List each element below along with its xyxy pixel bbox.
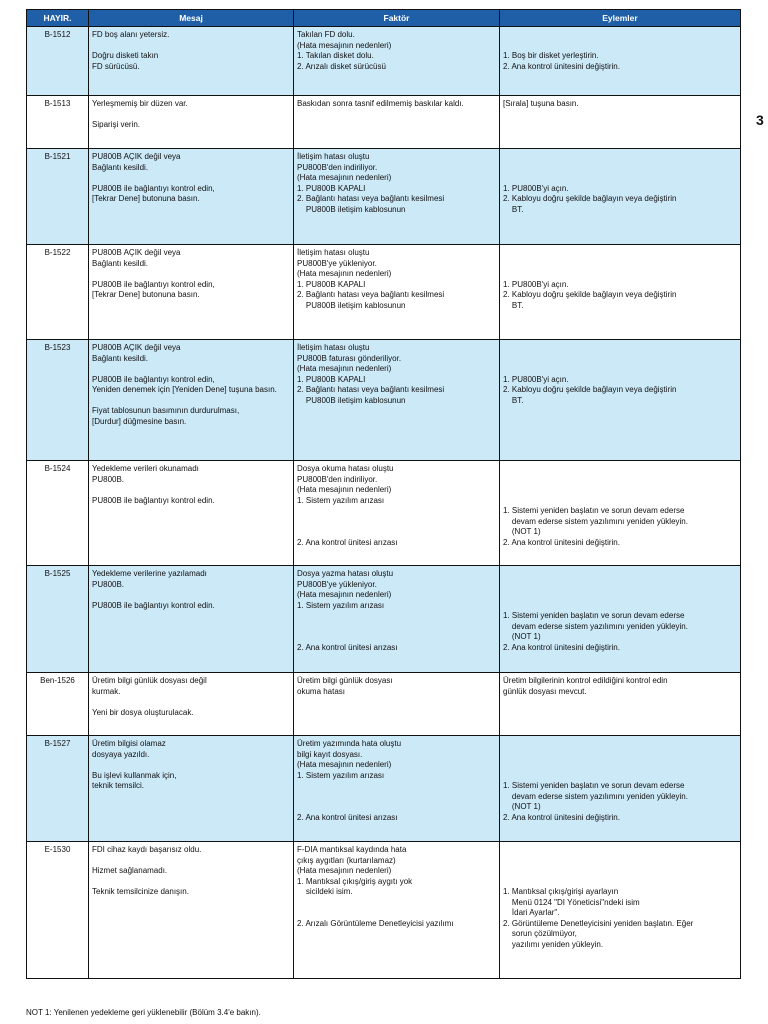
table-row: [27, 340, 741, 461]
cell-factor: Takılan FD dolu. (Hata mesajının nedenleri) 1. Takılan disket dolu. 2. Arızalı disket sürücüsü: [294, 27, 500, 96]
cell-no: B-1524: [27, 461, 89, 566]
cell-factor: İletişim hatası oluştu PU800B'den indiriliyor. (Hata mesajının nedenleri) 1. PU800B KAPALI 2. Bağlantı hatası veya bağlantı kesilmesi PU800B iletişim kablosunun: [294, 149, 500, 245]
cell-actions: 1. PU800B'yi açın. 2. Kabloyu doğru şekilde bağlayın veya değiştirin BT.: [500, 149, 741, 245]
cell-factor: Dosya okuma hatası oluştu PU800B'den indiriliyor. (Hata mesajının nedenleri) 1. Sistem yazılım arızası 2. Ana kontrol ünitesi arızası: [294, 461, 500, 566]
cell-actions: 1. Sistemi yeniden başlatın ve sorun devam ederse devam ederse sistem yazılımını yeniden yükleyin. (NOT 1) 2. Ana kontrol ünitesini değiştirin.: [500, 566, 741, 673]
cell-no: B-1523: [27, 340, 89, 461]
cell-factor: İletişim hatası oluştu PU800B faturası gönderiliyor. (Hata mesajının nedenleri) 1. PU800B KAPALI 2. Bağlantı hatası veya bağlantı kesilmesi PU800B iletişim kablosunun: [294, 340, 500, 461]
cell-actions: 1. PU800B'yi açın. 2. Kabloyu doğru şekilde bağlayın veya değiştirin BT.: [500, 245, 741, 340]
cell-message: Yerleşmemiş bir düzen var. Siparişi verin.: [89, 96, 294, 149]
cell-message: PU800B AÇIK değil veya Bağlantı kesildi. PU800B ile bağlantıyı kontrol edin, [Tekrar Dene] butonuna basın.: [89, 245, 294, 340]
chapter-tab: 3: [756, 112, 764, 128]
cell-actions: Üretim bilgilerinin kontrol edildiğini kontrol edin günlük dosyası mevcut.: [500, 673, 741, 736]
cell-message: Yedekleme verilerine yazılamadı PU800B. PU800B ile bağlantıyı kontrol edin.: [89, 566, 294, 673]
cell-no: B-1527: [27, 736, 89, 842]
table-row: [27, 736, 741, 842]
cell-factor: Üretim yazımında hata oluştu bilgi kayıt dosyası. (Hata mesajının nedenleri) 1. Sistem yazılım arızası 2. Ana kontrol ünitesi arızası: [294, 736, 500, 842]
cell-no: B-1521: [27, 149, 89, 245]
cell-message: FDI cihaz kaydı başarısız oldu. Hizmet sağlanamadı. Teknik temsilcinize danışın.: [89, 842, 294, 979]
cell-actions: 1. Sistemi yeniden başlatın ve sorun devam ederse devam ederse sistem yazılımını yeniden yükleyin. (NOT 1) 2. Ana kontrol ünitesini değiştirin.: [500, 736, 741, 842]
table-row: [27, 149, 741, 245]
footnote: NOT 1: Yenilenen yedekleme geri yüklenebilir (Bölüm 3.4'e bakın).: [26, 1008, 261, 1017]
cell-actions: 1. Sistemi yeniden başlatın ve sorun devam ederse devam ederse sistem yazılımını yeniden yükleyin. (NOT 1) 2. Ana kontrol ünitesini değiştirin.: [500, 461, 741, 566]
table-row: [27, 673, 741, 736]
cell-no: Ben-1526: [27, 673, 89, 736]
table-row: [27, 461, 741, 566]
cell-actions: 1. PU800B'yi açın. 2. Kabloyu doğru şekilde bağlayın veya değiştirin BT.: [500, 340, 741, 461]
cell-factor: Baskıdan sonra tasnif edilmemiş baskılar kaldı.: [294, 96, 500, 149]
table-row: [27, 245, 741, 340]
cell-no: B-1512: [27, 27, 89, 96]
cell-actions: 1. Mantıksal çıkış/girişi ayarlayın Menü 0124 "DI Yöneticisi"ndeki isim İdari Ayarlar". 2. Görüntüleme Denetleyicisini yeniden başlatın. Eğer sorun çözülmüyor, yazılımı yeniden yükleyin.: [500, 842, 741, 979]
column-header-factor: Faktör: [294, 10, 500, 27]
cell-actions: [Sırala] tuşuna basın.: [500, 96, 741, 149]
cell-actions: 1. Boş bir disket yerleştirin. 2. Ana kontrol ünitesini değiştirin.: [500, 27, 741, 96]
cell-message: Üretim bilgi günlük dosyası değil kurmak. Yeni bir dosya oluşturulacak.: [89, 673, 294, 736]
cell-message: Üretim bilgisi olamaz dosyaya yazıldı. Bu işlevi kullanmak için, teknik temsilci.: [89, 736, 294, 842]
column-header-no: HAYIR.: [27, 10, 89, 27]
cell-factor: Dosya yazma hatası oluştu PU800B'ye yükleniyor. (Hata mesajının nedenleri) 1. Sistem yazılım arızası 2. Ana kontrol ünitesi arızası: [294, 566, 500, 673]
cell-no: B-1522: [27, 245, 89, 340]
cell-message: Yedekleme verileri okunamadı PU800B. PU800B ile bağlantıyı kontrol edin.: [89, 461, 294, 566]
error-code-table: [26, 9, 740, 979]
table-header-row: [27, 10, 741, 27]
cell-no: B-1525: [27, 566, 89, 673]
table-row: [27, 566, 741, 673]
cell-factor: F-DIA mantıksal kaydında hata çıkış aygıtları (kurtarılamaz) (Hata mesajının nedenleri) 1. Mantıksal çıkış/giriş aygıtı yok sicildeki isim. 2. Arızalı Görüntüleme Denetleyicisi yazılımı: [294, 842, 500, 979]
cell-factor: Üretim bilgi günlük dosyası okuma hatası: [294, 673, 500, 736]
table-row: [27, 96, 741, 149]
table-row: [27, 842, 741, 979]
column-header-actions: Eylemler: [500, 10, 741, 27]
cell-message: PU800B AÇIK değil veya Bağlantı kesildi. PU800B ile bağlantıyı kontrol edin, Yeniden denemek için [Yeniden Dene] tuşuna basın. Fiyat tablosunun basımının durdurulması, [Durdur] düğmesine basın.: [89, 340, 294, 461]
table-row: [27, 27, 741, 96]
cell-factor: İletişim hatası oluştu PU800B'ye yükleniyor. (Hata mesajının nedenleri) 1. PU800B KAPALI 2. Bağlantı hatası veya bağlantı kesilmesi PU800B iletişim kablosunun: [294, 245, 500, 340]
cell-message: PU800B AÇIK değil veya Bağlantı kesildi. PU800B ile bağlantıyı kontrol edin, [Tekrar Dene] butonuna basın.: [89, 149, 294, 245]
cell-no: E-1530: [27, 842, 89, 979]
column-header-message: Mesaj: [89, 10, 294, 27]
cell-no: B-1513: [27, 96, 89, 149]
cell-message: FD boş alanı yetersiz. Doğru disketi takın FD sürücüsü.: [89, 27, 294, 96]
